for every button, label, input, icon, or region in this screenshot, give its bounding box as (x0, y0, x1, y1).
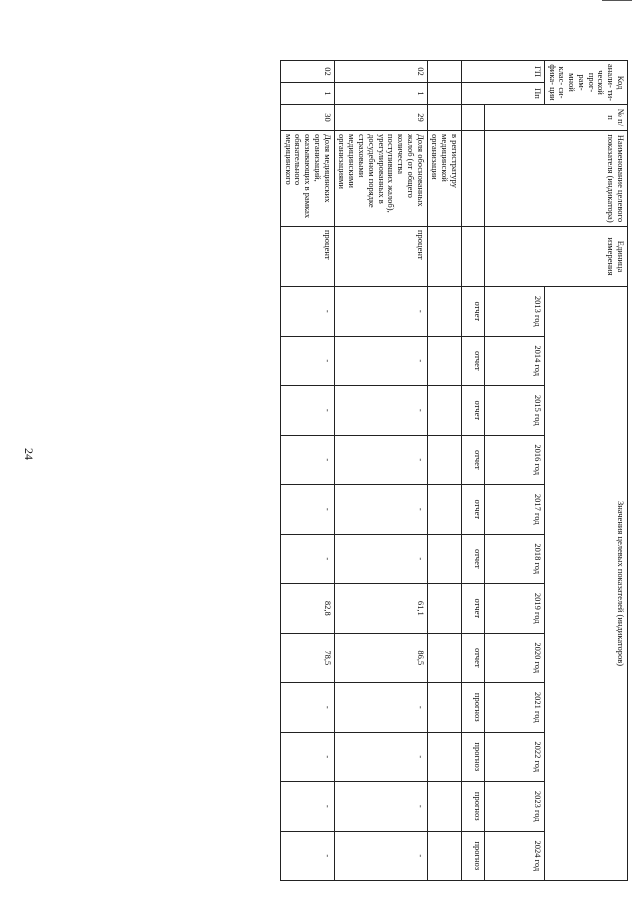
pp-cell: 1 (280, 83, 334, 105)
value-cell (427, 287, 461, 337)
type-cell: отчет (461, 386, 484, 436)
value-cell (427, 386, 461, 436)
value-cell (427, 831, 461, 881)
value-cell: - (334, 782, 427, 832)
empty-cell (461, 131, 484, 227)
value-cell (427, 584, 461, 634)
value-cell: - (280, 534, 334, 584)
type-cell: отчет (461, 435, 484, 485)
indicators-table (280, 60, 628, 881)
value-cell: - (334, 435, 427, 485)
header-code: Код анали- ти- ческой прог- рам- мной клас- си- фика- ции (544, 61, 627, 105)
empty-cell (461, 105, 484, 131)
header-values-group: Значения целевых показателей (индикаторов) (544, 287, 627, 881)
type-cell: отчет (461, 485, 484, 535)
year-header: 2019 год (484, 584, 544, 634)
value-cell (427, 782, 461, 832)
name-cell: Доля медицинских организаций, оказывающих в рамках обязательного медицинского (280, 131, 334, 227)
header-unit: Единица измерения (484, 227, 627, 287)
type-cell: прогноз (461, 732, 484, 782)
pp-cell (427, 83, 461, 105)
header-num: № п/п (484, 105, 627, 131)
table-row (427, 61, 461, 881)
type-cell: отчет (461, 584, 484, 634)
value-cell (427, 336, 461, 386)
value-cell: - (334, 534, 427, 584)
year-header: 2015 год (484, 386, 544, 436)
year-header: 2014 год (484, 336, 544, 386)
type-cell: отчет (461, 633, 484, 683)
num-cell: 29 (334, 105, 427, 131)
value-cell (427, 435, 461, 485)
name-cell: в регистратуру медицинской организации (427, 131, 461, 227)
value-cell (427, 485, 461, 535)
value-cell: - (334, 336, 427, 386)
num-cell: 30 (280, 105, 334, 131)
value-cell: - (280, 386, 334, 436)
value-cell: - (280, 732, 334, 782)
value-cell: - (280, 336, 334, 386)
page-number: 24 (22, 448, 36, 460)
type-cell: прогноз (461, 831, 484, 881)
value-cell: - (280, 287, 334, 337)
value-cell: - (280, 435, 334, 485)
year-header: 2021 год (484, 683, 544, 733)
name-cell: Доля обоснованных жалоб (от общего количества поступивших жалоб), урегулированных в досудебном порядке страховыми медицинскими организациями (334, 131, 427, 227)
value-cell (427, 732, 461, 782)
value-cell: 61,1 (334, 584, 427, 634)
type-cell: отчет (461, 336, 484, 386)
value-cell: - (280, 683, 334, 733)
value-cell: 78,5 (280, 633, 334, 683)
unit-cell (427, 227, 461, 287)
value-cell: - (280, 485, 334, 535)
year-header: 2022 год (484, 732, 544, 782)
num-cell (427, 105, 461, 131)
type-cell: прогноз (461, 782, 484, 832)
value-cell (427, 534, 461, 584)
pp-cell: 1 (334, 83, 427, 105)
value-cell: - (280, 831, 334, 881)
value-cell (427, 683, 461, 733)
gp-cell (427, 61, 461, 83)
year-header: 2017 год (484, 485, 544, 535)
table-row (334, 61, 427, 881)
year-header: 2016 год (484, 435, 544, 485)
top-rule (602, 0, 632, 1)
year-header: 2013 год (484, 287, 544, 337)
year-header: 2023 год (484, 782, 544, 832)
year-header: 2018 год (484, 534, 544, 584)
table-row (280, 61, 334, 881)
value-cell: - (280, 782, 334, 832)
value-cell: - (334, 683, 427, 733)
type-cell: отчет (461, 287, 484, 337)
empty-cell (461, 227, 484, 287)
value-cell: 86,5 (334, 633, 427, 683)
value-cell: 82,8 (280, 584, 334, 634)
type-cell: отчет (461, 534, 484, 584)
unit-cell: процент (280, 227, 334, 287)
year-header: 2024 год (484, 831, 544, 881)
unit-cell: процент (334, 227, 427, 287)
value-cell: - (334, 732, 427, 782)
header-gp: ГП (461, 61, 544, 83)
value-cell: - (334, 386, 427, 436)
year-header: 2020 год (484, 633, 544, 683)
value-cell: - (334, 831, 427, 881)
gp-cell: 02 (280, 61, 334, 83)
value-cell: - (334, 485, 427, 535)
type-cell: прогноз (461, 683, 484, 733)
header-pp: Пп (461, 83, 544, 105)
header-name: Наименование целевого показателя (индикатора) (484, 131, 627, 227)
value-cell: - (334, 287, 427, 337)
gp-cell: 02 (334, 61, 427, 83)
rotated-table-container (58, 60, 628, 880)
value-cell (427, 633, 461, 683)
